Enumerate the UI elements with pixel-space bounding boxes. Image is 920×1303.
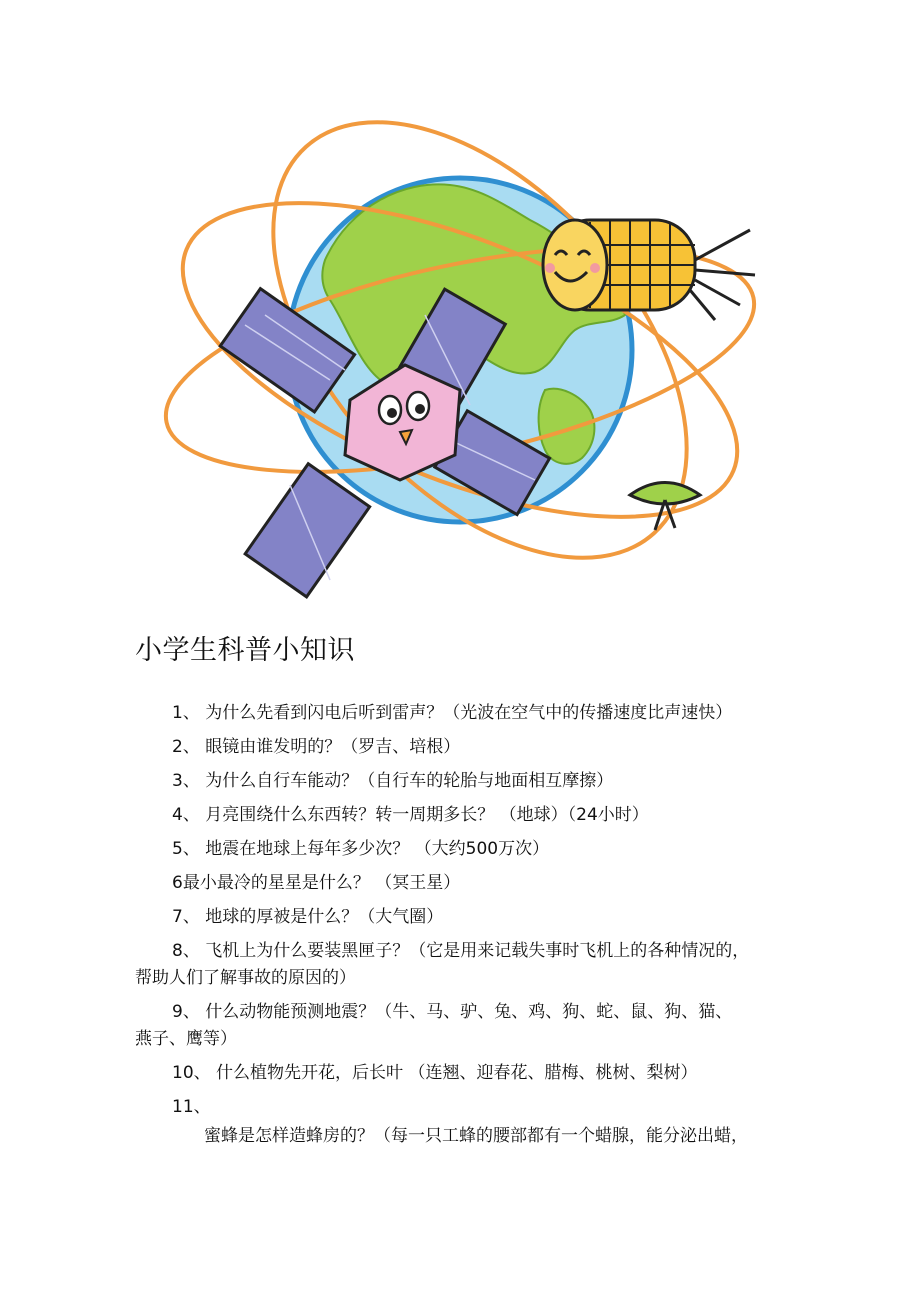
qa-line-1: 1、 为什么先看到闪电后听到雷声？（光波在空气中的传播速度比声速快） [172,703,733,723]
qa-line-3: 3、 为什么自行车能动？（自行车的轮胎与地面相互摩擦） [172,771,614,791]
qa-line-9: 9、 什么动物能预测地震？（牛、马、驴、兔、鸡、狗、蛇、鼠、狗、猫、 [172,1002,733,1022]
qa-line-6: 6最小最冷的星星是什么？ （冥王星） [172,873,461,893]
page-title: 小学生科普小知识 [135,635,355,666]
qa-line-11-number: 11、 [172,1097,211,1117]
qa-line-9-cont: 燕子、鹰等） [135,1029,237,1049]
qa-line-8: 8、 飞机上为什么要装黑匣子？（它是用来记载失事时飞机上的各种情况的， [172,941,750,961]
qa-line-11: 蜜蜂是怎样造蜂房的？（每一只工蜂的腰部都有一个蜡腺，能分泌出蜡， [204,1126,748,1146]
qa-line-10: 10、 什么植物先开花，后长叶 （连翘、迎春花、腊梅、桃树、梨树） [172,1063,698,1083]
qa-line-4: 4、 月亮围绕什么东西转？转一周期多长？ （地球）（24小时） [172,805,649,825]
qa-line-8-cont: 帮助人们了解事故的原因的） [135,968,356,988]
qa-line-7: 7、 地球的厚被是什么？（大气圈） [172,907,444,927]
qa-line-2: 2、 眼镜由谁发明的？（罗吉、培根） [172,737,461,757]
qa-line-5: 5、 地震在地球上每年多少次？ （大约500万次） [172,839,550,859]
